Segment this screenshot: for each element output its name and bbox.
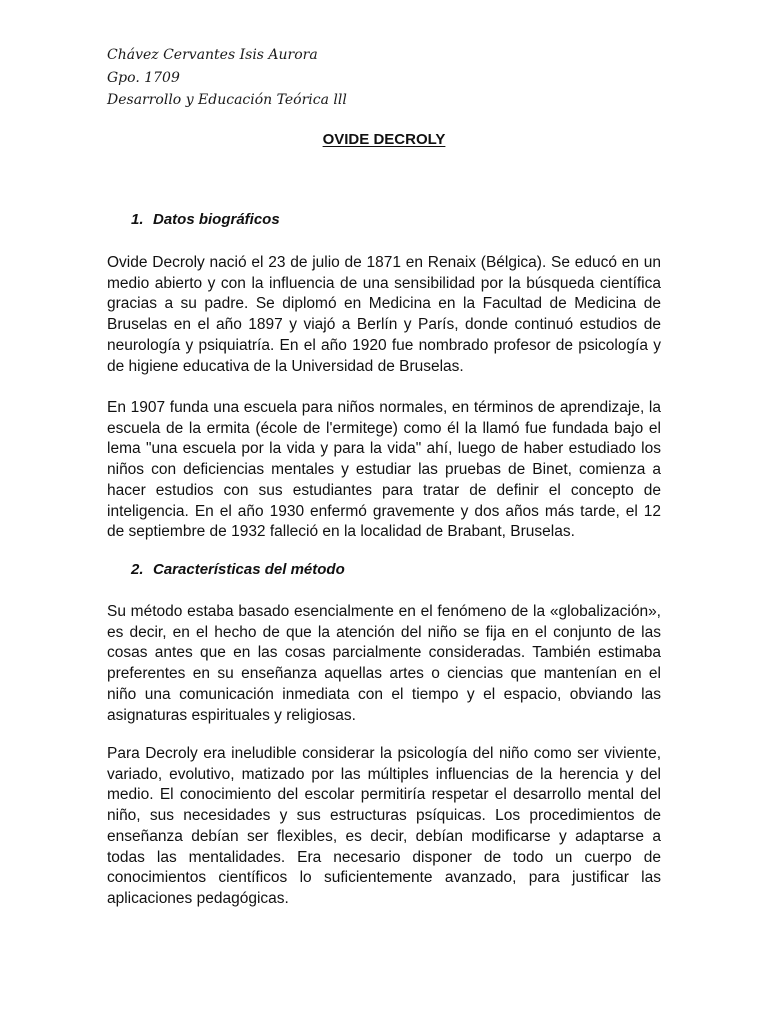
paragraph-biografia-2: En 1907 funda una escuela para niños normales, en términos de aprendizaje, la escuela de la ermita (école de l'ermitege) como él la llamó fue fundada bajo el lema "una escuela por la vida y para la vida" ahí, luego de haber estudiado los niños con deficiencias mentales y estudiar las pruebas de Binet, comienza a hacer estudios con sus estudiantes para tratar de definir el concepto de inteligencia. En el año 1930 enfermó gravemente y dos años más tarde, el 12 de septiembre de 1932 falleció en la localidad de Brabant, Bruselas.: [107, 399, 661, 541]
document-title: OVIDE DECROLY: [322, 131, 446, 148]
section-number: 1.: [131, 211, 144, 228]
document-header: [107, 44, 347, 112]
section-heading-metodo: [131, 561, 345, 578]
paragraph-biografia-1: Ovide Decroly nació el 23 de julio de 1871 en Renaix (Bélgica). Se educó en un medio abierto y con la influencia de una sensibilidad por la búsqueda científica gracias a su padre. Se diplomó en Medicina en la Facultad de Medicina de Bruselas en el año 1897 y viajó a Berlín y París, donde continuó estudios de neurología y psiquiatría. En el año 1920 fue nombrado profesor de psicología y de higiene educativa de la Universidad de Bruselas.: [107, 254, 661, 375]
paragraph-metodo-2: Para Decroly era ineludible considerar la psicología del niño como ser viviente, variado, evolutivo, matizado por las múltiples influencias de la herencia y del medio. El conocimiento del escolar permitiría respetar el desarrollo mental del niño, sus necesidades y sus estructuras psíquicas. Los procedimientos de enseñanza debían ser flexibles, es decir, debían modificarse y adaptarse a todas las mentalidades. Era necesario disponer de todo un cuerpo de conocimientos científicos lo suficientemente avanzado, para justificar las aplicaciones pedagógicas.: [107, 745, 661, 907]
section-number: 2.: [131, 561, 144, 578]
section-heading-text: Datos biográficos: [153, 211, 280, 228]
author-name: Chávez Cervantes Isis Aurora: [107, 47, 318, 63]
course-name: Desarrollo y Educación Teórica lll: [107, 92, 347, 108]
section-heading-text: Características del método: [153, 561, 345, 578]
group-number: Gpo. 1709: [107, 69, 180, 86]
paragraph-metodo-1: Su método estaba basado esencialmente en el fenómeno de la «globalización», es decir, en el hecho de que la atención del niño se fija en el conjunto de las cosas antes que en las cosas parcialmente consideradas. También estimaba preferentes en su enseñanza aquellas artes o ciencias que mantenían en el niño una comunicación inmediata con el tiempo y el espacio, obviando las asignaturas espirituales y religiosas.: [107, 603, 661, 724]
section-heading-biografia: [131, 211, 280, 228]
